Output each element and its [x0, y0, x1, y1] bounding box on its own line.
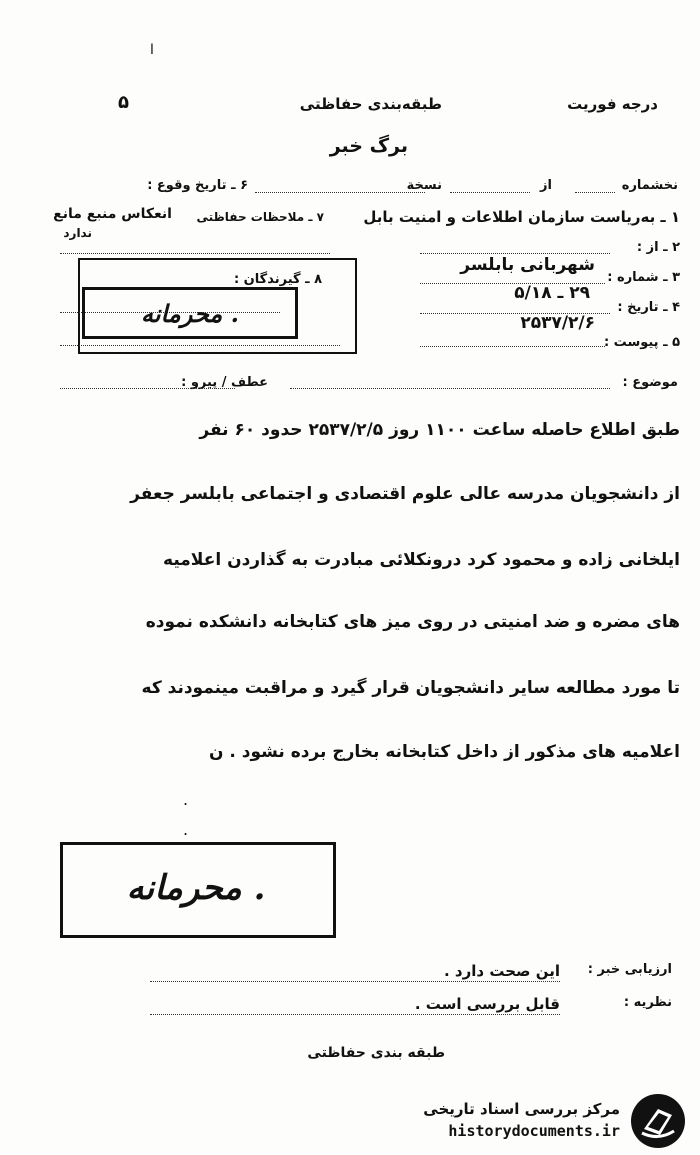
body-line: اعلامیه های مذکور از داخل کتابخانه بخارج برده نشود . ن [208, 742, 680, 762]
dots [60, 253, 330, 254]
date-event-label: ۶ ـ تاریخ وقوع : [147, 178, 248, 193]
body-line: از دانشجویان مدرسه عالی علوم اقتصادی و اجتماعی بابلسر جعفر [130, 484, 680, 504]
number-field: ۳ ـ شماره : [607, 270, 680, 285]
dots [150, 981, 560, 982]
date-value: ۲۵۳۷/۲/۶ [520, 313, 595, 333]
dots [150, 1014, 560, 1015]
recipients-label: ۸ ـ گیرندگان : [233, 272, 322, 287]
footer-classification: طبقه بندی حفاظتی [307, 1045, 445, 1061]
remarks-value-2: ندارد [63, 226, 92, 240]
mark: ۵ [118, 92, 129, 113]
dots [255, 192, 425, 193]
to-field: ۱ ـ به‌ریاست سازمان اطلاعات و امنیت بابل [363, 208, 680, 226]
dots [450, 192, 530, 193]
stamp-text: محرمانه . [126, 868, 266, 908]
dots [60, 388, 235, 389]
opinion-label: نظریه : [623, 995, 672, 1010]
dots [420, 253, 610, 254]
dots [60, 345, 340, 346]
body-line: تا مورد مطالعه سایر دانشجویان قرار گیرد و مراقبت مینمودند که [141, 678, 680, 698]
from-field: ۲ ـ از : [636, 240, 680, 255]
dots [420, 346, 605, 347]
opinion-value: قابل بررسی است . [414, 995, 560, 1013]
mark: ا [150, 42, 154, 58]
ref-label: عطف / پیرو : [181, 375, 268, 390]
remarks-label: ۷ ـ ملاحظات حفاظتی [196, 210, 324, 224]
body-line: طبق اطلاع حاصله ساعت ۱۱۰۰ روز ۲۵۳۷/۲/۵ حدود ۶۰ نفر [199, 420, 680, 440]
copy-no: نخشماره [621, 178, 678, 193]
evaluation-label: ارزیابی خبر : [587, 962, 672, 977]
remarks-value: انعکاس منبع مانع [53, 206, 172, 222]
body-line: های مضره و ضد امنیتی در روی میز های کتابخانه دانشکده نموده [145, 612, 680, 632]
watermark-name: مرکز بررسی اسناد تاریخی [423, 1100, 620, 1118]
dots [290, 388, 610, 389]
evaluation-value: این صحت دارد . [444, 962, 560, 980]
subject-label: موضوع : [622, 375, 678, 390]
mark: . [183, 790, 189, 809]
from-label: از [540, 178, 552, 193]
confidential-stamp-large [70, 852, 322, 924]
book-logo-icon [628, 1091, 688, 1151]
urgency-label: درجه فوریت [567, 95, 658, 113]
stamp-text: محرمانه . [140, 298, 240, 328]
watermark-url: historydocuments.ir [448, 1122, 620, 1140]
attachment-field: ۵ ـ پیوست : [603, 335, 680, 350]
dots [575, 192, 615, 193]
mark: . [183, 820, 189, 839]
number-value: ۲۹ ـ ۵/۱۸ [514, 283, 590, 303]
confidential-stamp-small [82, 287, 298, 339]
date-field: ۴ ـ تاریخ : [617, 300, 680, 315]
from-value: شهربانی بابلسر [460, 255, 595, 275]
page-title: برگ خبر [329, 135, 408, 157]
body-line: ایلخانی زاده و محمود کرد درونکلائی مبادرت به گذاردن اعلامیه [163, 550, 680, 570]
classification-header: طبقه‌بندی حفاظتی [299, 95, 442, 113]
copy-label: نسخة [406, 178, 442, 193]
